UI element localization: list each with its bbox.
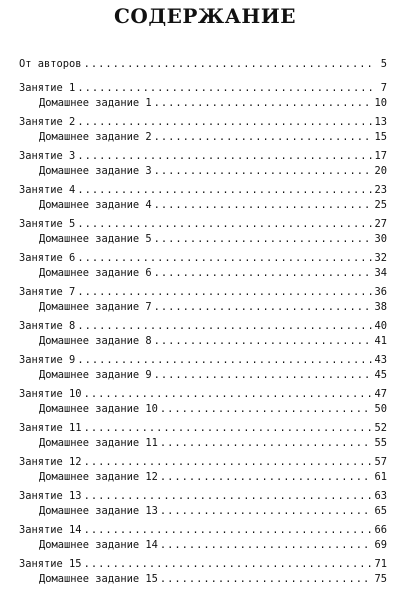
toc-page-number: 47 [374, 388, 387, 400]
dot-leader [84, 387, 373, 402]
dot-leader [160, 572, 373, 587]
toc-page-number: 10 [374, 97, 387, 109]
toc-entry-homework[interactable] [19, 198, 387, 213]
toc-group [19, 353, 387, 387]
dot-leader [84, 455, 373, 470]
toc-entry-label: Домашнее задание 12 [39, 471, 158, 483]
lesson-groups [19, 81, 387, 591]
toc-page-number: 5 [380, 58, 387, 70]
toc-entry-label: Занятие 10 [19, 388, 82, 400]
toc-entry-label: Домашнее задание 1 [39, 97, 152, 109]
toc-entry-lesson[interactable] [19, 489, 387, 504]
toc-page-number: 40 [374, 320, 387, 332]
toc-group [19, 523, 387, 557]
toc-entry-homework[interactable] [19, 538, 387, 553]
toc-entry-label: Занятие 3 [19, 150, 76, 162]
toc-page-number: 65 [374, 505, 387, 517]
toc-group [19, 81, 387, 115]
spacer [19, 72, 387, 81]
toc-entry-homework[interactable] [19, 164, 387, 179]
dot-leader [77, 319, 372, 334]
toc-entry-homework[interactable] [19, 368, 387, 383]
dot-leader [160, 504, 373, 519]
toc-entry-lesson[interactable] [19, 81, 387, 96]
toc-entry-lesson[interactable] [19, 217, 387, 232]
toc-entry-label: Домашнее задание 9 [39, 369, 152, 381]
toc-entry-lesson[interactable] [19, 523, 387, 538]
toc-entry-homework[interactable] [19, 334, 387, 349]
toc-page-number: 71 [374, 558, 387, 570]
toc-entry-lesson[interactable] [19, 387, 387, 402]
toc-entry-label: Домашнее задание 4 [39, 199, 152, 211]
toc-entry-homework[interactable] [19, 436, 387, 451]
toc-page-number: 25 [374, 199, 387, 211]
dot-leader [84, 523, 373, 538]
toc-entry-label: Занятие 14 [19, 524, 82, 536]
toc-page-number: 61 [374, 471, 387, 483]
toc-entry-homework[interactable] [19, 130, 387, 145]
toc-entry-label: От авторов [19, 58, 82, 70]
spacer [19, 587, 387, 591]
toc-entry-label: Занятие 15 [19, 558, 82, 570]
toc-entry-label: Занятие 5 [19, 218, 76, 230]
toc-entry-homework[interactable] [19, 96, 387, 111]
toc-group [19, 421, 387, 455]
dot-leader [154, 96, 373, 111]
toc-entry-label: Домашнее задание 5 [39, 233, 152, 245]
dot-leader [154, 368, 373, 383]
toc-entry-lesson[interactable] [19, 421, 387, 436]
toc-group [19, 319, 387, 353]
toc-group [19, 183, 387, 217]
toc-page-number: 69 [374, 539, 387, 551]
toc-entry-label: Занятие 2 [19, 116, 76, 128]
toc-page-number: 15 [374, 131, 387, 143]
toc-page-number: 32 [374, 252, 387, 264]
dot-leader [160, 538, 373, 553]
dot-leader [160, 436, 373, 451]
toc-page-number: 27 [374, 218, 387, 230]
dot-leader [84, 557, 373, 572]
toc-entry-label: Домашнее задание 2 [39, 131, 152, 143]
toc-entry-label: Занятие 11 [19, 422, 82, 434]
toc-entry-label: Домашнее задание 10 [39, 403, 158, 415]
toc-entry-lesson[interactable] [19, 149, 387, 164]
toc-entry-homework[interactable] [19, 402, 387, 417]
dot-leader [77, 285, 372, 300]
toc-page-number: 50 [374, 403, 387, 415]
toc-page-number: 52 [374, 422, 387, 434]
toc-entry-label: Занятие 12 [19, 456, 82, 468]
dot-leader [154, 198, 373, 213]
toc-group [19, 489, 387, 523]
toc-group [19, 387, 387, 421]
toc-entry-label: Домашнее задание 15 [39, 573, 158, 585]
dot-leader [84, 57, 373, 72]
dot-leader [160, 470, 373, 485]
toc-entry-lesson[interactable] [19, 455, 387, 470]
dot-leader [160, 402, 373, 417]
toc-page-number: 66 [374, 524, 387, 536]
toc-entry-label: Занятие 13 [19, 490, 82, 502]
toc-entry-lesson[interactable] [19, 319, 387, 334]
dot-leader [77, 115, 372, 130]
dot-leader [84, 489, 373, 504]
toc-entry-lesson[interactable] [19, 353, 387, 368]
toc-entry-label: Домашнее задание 11 [39, 437, 158, 449]
toc-page-number: 36 [374, 286, 387, 298]
toc-entry-label: Домашнее задание 7 [39, 301, 152, 313]
toc-entry-homework[interactable] [19, 300, 387, 315]
dot-leader [77, 353, 372, 368]
toc-page-number: 30 [374, 233, 387, 245]
toc-group [19, 217, 387, 251]
toc-page-number: 20 [374, 165, 387, 177]
toc-entry-label: Занятие 4 [19, 184, 76, 196]
toc-page-number: 23 [374, 184, 387, 196]
toc-group [19, 115, 387, 149]
toc-entry-homework[interactable] [19, 266, 387, 281]
dot-leader [154, 164, 373, 179]
toc-entry-label: Домашнее задание 14 [39, 539, 158, 551]
toc-entry-label: Занятие 9 [19, 354, 76, 366]
toc-entry-homework[interactable] [19, 572, 387, 587]
toc-page-number: 17 [374, 150, 387, 162]
toc-entry-lesson[interactable] [19, 251, 387, 266]
toc-entry-label: Домашнее задание 13 [39, 505, 158, 517]
dot-leader [77, 217, 372, 232]
dot-leader [154, 232, 373, 247]
toc-group [19, 149, 387, 183]
toc-entry-lesson[interactable] [19, 557, 387, 572]
toc-entry-label: Занятие 6 [19, 252, 76, 264]
dot-leader [77, 149, 372, 164]
toc-entry-lesson[interactable] [19, 115, 387, 130]
page-title: СОДЕРЖАНИЕ [114, 4, 296, 28]
toc-page-number: 41 [374, 335, 387, 347]
dot-leader [84, 421, 373, 436]
dot-leader [154, 334, 373, 349]
toc-entry-homework[interactable] [19, 504, 387, 519]
toc-page-number: 13 [374, 116, 387, 128]
toc-entry-intro[interactable] [19, 57, 387, 72]
dot-leader [77, 183, 372, 198]
toc-page-number: 55 [374, 437, 387, 449]
toc-entry-lesson[interactable] [19, 285, 387, 300]
toc-page-number: 34 [374, 267, 387, 279]
toc-entry-homework[interactable] [19, 470, 387, 485]
toc-group [19, 285, 387, 319]
toc-entry-label: Занятие 1 [19, 82, 76, 94]
toc-entry-label: Домашнее задание 8 [39, 335, 152, 347]
dot-leader [77, 251, 372, 266]
dot-leader [154, 130, 373, 145]
toc-group [19, 251, 387, 285]
toc-page-number: 63 [374, 490, 387, 502]
toc-entry-label: Домашнее задание 3 [39, 165, 152, 177]
toc-entry-label: Домашнее задание 6 [39, 267, 152, 279]
toc-page-number: 43 [374, 354, 387, 366]
toc-entry-lesson[interactable] [19, 183, 387, 198]
toc-entry-label: Занятие 8 [19, 320, 76, 332]
toc-page-number: 57 [374, 456, 387, 468]
toc-group [19, 455, 387, 489]
toc-entry-homework[interactable] [19, 232, 387, 247]
dot-leader [154, 300, 373, 315]
toc-entry-label: Занятие 7 [19, 286, 76, 298]
toc-page-number: 38 [374, 301, 387, 313]
toc-group [19, 557, 387, 591]
dot-leader [154, 266, 373, 281]
dot-leader [77, 81, 373, 96]
toc-list [19, 57, 387, 591]
toc-page-number: 75 [374, 573, 387, 585]
toc-page-number: 7 [380, 82, 387, 94]
toc-page-number: 45 [374, 369, 387, 381]
